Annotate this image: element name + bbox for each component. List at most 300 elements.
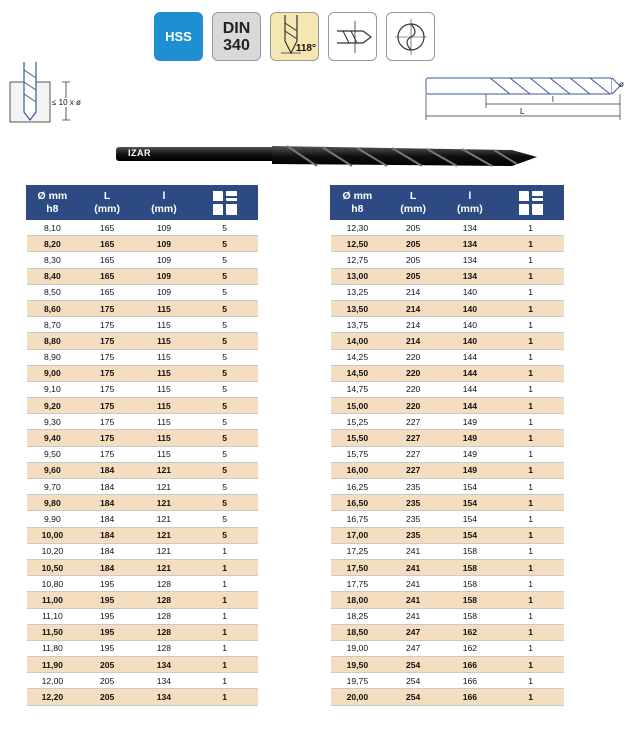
- total-length-cell: 175: [78, 381, 136, 397]
- total-length-header-label: L: [409, 189, 417, 202]
- table-row: [331, 446, 564, 462]
- total-length-cell: 227: [384, 430, 442, 446]
- total-length-cell: 175: [78, 430, 136, 446]
- flute-length-cell: 134: [442, 220, 498, 236]
- pack-quantity-cell: 5: [192, 414, 258, 430]
- total-length-cell: 254: [384, 657, 442, 673]
- diameter-cell: 17,00: [331, 527, 385, 543]
- total-length-cell: 184: [78, 527, 136, 543]
- diameter-cell: 8,20: [27, 236, 79, 252]
- flute-length-cell: 115: [136, 333, 192, 349]
- diameter-cell: 15,75: [331, 446, 385, 462]
- flute-length-cell: 134: [442, 252, 498, 268]
- table-row: [27, 640, 258, 656]
- total-length-cell: 175: [78, 333, 136, 349]
- diameter-cell: 17,75: [331, 576, 385, 592]
- table-row: [27, 333, 258, 349]
- pack-quantity-cell: 1: [498, 592, 564, 608]
- pack-quantity-cell: 1: [192, 576, 258, 592]
- table-header-row: [27, 186, 258, 220]
- diameter-cell: 13,50: [331, 300, 385, 316]
- table-row: [331, 624, 564, 640]
- total-length-cell: 220: [384, 398, 442, 414]
- flute-length-cell: 162: [442, 640, 498, 656]
- pack-quantity-cell: 5: [192, 317, 258, 333]
- flute-length-cell: 121: [136, 559, 192, 575]
- table-row: [331, 430, 564, 446]
- table-row: [331, 414, 564, 430]
- flute-length-cell: 109: [136, 284, 192, 300]
- diameter-cell: 9,30: [27, 414, 79, 430]
- pack-quantity-cell: 5: [192, 527, 258, 543]
- total-length-cell: 254: [384, 689, 442, 705]
- total-length-cell: 227: [384, 414, 442, 430]
- table-row: [27, 365, 258, 381]
- total-length-cell: 165: [78, 268, 136, 284]
- flute-length-cell: 149: [442, 462, 498, 478]
- total-length-cell: 175: [78, 317, 136, 333]
- flute-length-cell: 140: [442, 284, 498, 300]
- pack-quantity-cell: 1: [498, 317, 564, 333]
- total-length-cell: 241: [384, 608, 442, 624]
- pack-quantity-cell: 1: [498, 673, 564, 689]
- diameter-cell: 14,50: [331, 365, 385, 381]
- flute-length-cell: 158: [442, 576, 498, 592]
- drill-bit-image: [112, 142, 542, 172]
- pack-quantity-cell: 1: [498, 284, 564, 300]
- diameter-cell: 18,25: [331, 608, 385, 624]
- flute-length-header: [442, 186, 498, 220]
- pack-quantity-cell: 1: [498, 381, 564, 397]
- flute-length-cell: 149: [442, 446, 498, 462]
- flute-length-cell: 166: [442, 689, 498, 705]
- total-length-cell: 241: [384, 543, 442, 559]
- depth-diagram: [6, 62, 86, 132]
- hss-badge: [154, 12, 203, 61]
- drill-size-table-right: [330, 185, 564, 706]
- total-length-cell: 254: [384, 673, 442, 689]
- diameter-cell: 17,50: [331, 559, 385, 575]
- table-row: [27, 284, 258, 300]
- table-row: [331, 236, 564, 252]
- table-row: [331, 365, 564, 381]
- diameter-cell: 9,70: [27, 479, 79, 495]
- total-length-cell: 205: [384, 236, 442, 252]
- pack-quantity-cell: 5: [192, 349, 258, 365]
- table-row: [27, 268, 258, 284]
- flute-length-cell: 144: [442, 349, 498, 365]
- total-length-cell: 241: [384, 576, 442, 592]
- total-length-header: [78, 186, 136, 220]
- diameter-cell: 9,60: [27, 462, 79, 478]
- pack-quantity-cell: 5: [192, 511, 258, 527]
- pack-quantity-cell: 5: [192, 252, 258, 268]
- flute-length-cell: 149: [442, 430, 498, 446]
- total-length-cell: 165: [78, 284, 136, 300]
- flute-length-cell: 121: [136, 462, 192, 478]
- table-row: [331, 398, 564, 414]
- flute-length-cell: 140: [442, 300, 498, 316]
- pack-quantity-cell: 1: [498, 398, 564, 414]
- table-row: [331, 479, 564, 495]
- pack-quantity-cell: 1: [498, 349, 564, 365]
- diameter-cell: 15,00: [331, 398, 385, 414]
- flute-length-cell: 144: [442, 365, 498, 381]
- diameter-cell: 20,00: [331, 689, 385, 705]
- pack-quantity-cell: 1: [192, 673, 258, 689]
- table-body-left: [27, 220, 258, 706]
- pack-quantity-cell: 1: [498, 430, 564, 446]
- flute-length-cell: 162: [442, 624, 498, 640]
- pack-quantity-cell: 1: [498, 268, 564, 284]
- flute-length-cell: 115: [136, 414, 192, 430]
- table-row: [27, 479, 258, 495]
- total-length-cell: 247: [384, 640, 442, 656]
- diameter-cell: 14,00: [331, 333, 385, 349]
- pack-quantity-cell: 1: [498, 608, 564, 624]
- flute-length-cell: 128: [136, 640, 192, 656]
- diameter-cell: 19,00: [331, 640, 385, 656]
- flute-length-cell: 140: [442, 317, 498, 333]
- pack-quantity-header: [192, 186, 258, 220]
- total-length-cell: 195: [78, 592, 136, 608]
- table-row: [331, 559, 564, 575]
- total-length-cell: 241: [384, 559, 442, 575]
- flute-length-cell: 134: [136, 689, 192, 705]
- flute-length-cell: 128: [136, 624, 192, 640]
- table-row: [331, 543, 564, 559]
- table-row: [27, 462, 258, 478]
- pack-quantity-cell: 5: [192, 365, 258, 381]
- table-row: [27, 220, 258, 236]
- table-row: [331, 349, 564, 365]
- pack-quantity-cell: 1: [498, 576, 564, 592]
- pack-quantity-cell: 5: [192, 300, 258, 316]
- total-length-cell: 184: [78, 511, 136, 527]
- pack-quantity-cell: 5: [192, 220, 258, 236]
- total-length-cell: 205: [78, 673, 136, 689]
- total-length-cell: 175: [78, 349, 136, 365]
- diameter-cell: 10,80: [27, 576, 79, 592]
- total-length-cell: 214: [384, 333, 442, 349]
- flute-length-header-unit: (mm): [457, 202, 483, 215]
- table-row: [331, 592, 564, 608]
- total-length-cell: 175: [78, 446, 136, 462]
- table-row: [331, 317, 564, 333]
- diameter-cell: 8,50: [27, 284, 79, 300]
- table-row: [27, 511, 258, 527]
- flute-length-cell: 128: [136, 592, 192, 608]
- diameter-cell: 8,40: [27, 268, 79, 284]
- brand-logo: IZAR: [128, 148, 151, 158]
- flute-length-cell: 115: [136, 430, 192, 446]
- diameter-cell: 9,40: [27, 430, 79, 446]
- diameter-header: [331, 186, 385, 220]
- total-length-cell: 214: [384, 300, 442, 316]
- table-row: [27, 592, 258, 608]
- table-header-row: [331, 186, 564, 220]
- pack-quantity-cell: 1: [498, 414, 564, 430]
- drill-size-table-left: [26, 185, 258, 706]
- drill-bit-icon: [112, 142, 542, 172]
- total-length-cell: 175: [78, 398, 136, 414]
- total-length-dim-label: L: [520, 107, 525, 116]
- diameter-cell: 13,75: [331, 317, 385, 333]
- total-length-cell: 220: [384, 349, 442, 365]
- table-row: [331, 527, 564, 543]
- pack-quantity-cell: 5: [192, 495, 258, 511]
- flute-length-header-unit: (mm): [151, 202, 177, 215]
- din-label: DIN: [222, 19, 251, 37]
- total-length-cell: 227: [384, 462, 442, 478]
- pack-quantity-cell: 1: [192, 608, 258, 624]
- table-row: [27, 300, 258, 316]
- diameter-cell: 8,90: [27, 349, 79, 365]
- pack-quantity-cell: 5: [192, 236, 258, 252]
- flute-length-cell: 109: [136, 220, 192, 236]
- total-length-cell: 184: [78, 559, 136, 575]
- flute-length-dim-label: l: [552, 95, 554, 104]
- pack-quantity-cell: 1: [498, 543, 564, 559]
- diameter-cell: 19,50: [331, 657, 385, 673]
- flute-length-cell: 154: [442, 479, 498, 495]
- total-length-cell: 195: [78, 624, 136, 640]
- flute-length-header: [136, 186, 192, 220]
- drilling-application-icon: [333, 17, 373, 57]
- diameter-cell: 12,50: [331, 236, 385, 252]
- diameter-cell: 19,75: [331, 673, 385, 689]
- diameter-cell: 9,50: [27, 446, 79, 462]
- pack-quantity-cell: 5: [192, 479, 258, 495]
- flute-length-cell: 134: [136, 657, 192, 673]
- flute-length-cell: 134: [442, 268, 498, 284]
- total-length-cell: 241: [384, 592, 442, 608]
- table-row: [331, 657, 564, 673]
- flute-length-cell: 166: [442, 657, 498, 673]
- pack-quantity-cell: 1: [192, 689, 258, 705]
- flute-length-cell: 158: [442, 543, 498, 559]
- pack-quantity-cell: 1: [192, 640, 258, 656]
- diameter-header-tolerance: h8: [351, 202, 364, 215]
- flute-length-cell: 144: [442, 398, 498, 414]
- pack-quantity-cell: 1: [498, 495, 564, 511]
- table-row: [27, 689, 258, 705]
- flute-type-badge: [386, 12, 435, 61]
- flute-length-cell: 121: [136, 495, 192, 511]
- table-row: [331, 300, 564, 316]
- hss-label: HSS: [165, 29, 192, 44]
- total-length-cell: 235: [384, 527, 442, 543]
- flute-length-cell: 166: [442, 673, 498, 689]
- flute-length-cell: 121: [136, 479, 192, 495]
- dimension-diagram: [420, 72, 630, 124]
- table-row: [27, 252, 258, 268]
- pack-quantity-cell: 1: [192, 592, 258, 608]
- flute-length-cell: 128: [136, 608, 192, 624]
- total-length-cell: 247: [384, 624, 442, 640]
- flute-length-header-label: l: [468, 189, 472, 202]
- diameter-cell: 16,25: [331, 479, 385, 495]
- total-length-cell: 235: [384, 479, 442, 495]
- flute-length-cell: 109: [136, 252, 192, 268]
- flute-length-cell: 144: [442, 381, 498, 397]
- pack-quantity-cell: 1: [498, 624, 564, 640]
- pack-quantity-cell: 5: [192, 333, 258, 349]
- total-length-cell: 184: [78, 495, 136, 511]
- diameter-cell: 14,25: [331, 349, 385, 365]
- total-length-header-unit: (mm): [94, 202, 120, 215]
- table-row: [331, 511, 564, 527]
- pack-quantity-cell: 1: [498, 365, 564, 381]
- diameter-cell: 16,50: [331, 495, 385, 511]
- flute-length-cell: 109: [136, 236, 192, 252]
- total-length-cell: 227: [384, 446, 442, 462]
- diameter-cell: 9,10: [27, 381, 79, 397]
- pack-quantity-cell: 1: [498, 462, 564, 478]
- flute-length-cell: 115: [136, 365, 192, 381]
- total-length-cell: 195: [78, 640, 136, 656]
- flute-length-cell: 158: [442, 592, 498, 608]
- total-length-header-label: L: [103, 189, 111, 202]
- total-length-cell: 205: [384, 220, 442, 236]
- diameter-cell: 15,50: [331, 430, 385, 446]
- table-row: [27, 349, 258, 365]
- flute-length-cell: 115: [136, 300, 192, 316]
- diameter-cell: 12,00: [27, 673, 79, 689]
- diameter-cell: 15,25: [331, 414, 385, 430]
- table-row: [27, 430, 258, 446]
- pack-quantity-cell: 1: [498, 689, 564, 705]
- total-length-cell: 165: [78, 236, 136, 252]
- pack-quantity-cell: 5: [192, 446, 258, 462]
- total-length-header: [384, 186, 442, 220]
- pack-quantity-cell: 1: [498, 657, 564, 673]
- total-length-cell: 205: [78, 689, 136, 705]
- total-length-cell: 235: [384, 511, 442, 527]
- diameter-cell: 11,50: [27, 624, 79, 640]
- pack-quantity-cell: 1: [498, 220, 564, 236]
- total-length-cell: 214: [384, 317, 442, 333]
- diameter-cell: 13,25: [331, 284, 385, 300]
- table-row: [27, 236, 258, 252]
- flute-length-cell: 121: [136, 527, 192, 543]
- diameter-cell: 8,10: [27, 220, 79, 236]
- total-length-cell: 205: [384, 252, 442, 268]
- pack-quantity-cell: 1: [192, 559, 258, 575]
- diameter-cell: 16,00: [331, 462, 385, 478]
- pack-quantity-cell: 1: [192, 657, 258, 673]
- table-row: [331, 220, 564, 236]
- diameter-cell: 8,60: [27, 300, 79, 316]
- total-length-cell: 165: [78, 220, 136, 236]
- table-row: [331, 268, 564, 284]
- pack-quantity-cell: 5: [192, 268, 258, 284]
- diameter-cell: 11,00: [27, 592, 79, 608]
- badge-row: [154, 12, 435, 61]
- table-body-right: [331, 220, 564, 706]
- pack-quantity-cell: 1: [498, 479, 564, 495]
- diameter-cell: 11,10: [27, 608, 79, 624]
- diameter-cell: 8,70: [27, 317, 79, 333]
- diameter-cell: 12,75: [331, 252, 385, 268]
- drill-dimension-icon: [420, 72, 630, 124]
- flute-length-cell: 115: [136, 317, 192, 333]
- diameter-dim-label: ø: [619, 80, 624, 89]
- diameter-cell: 12,20: [27, 689, 79, 705]
- diameter-cell: 10,50: [27, 559, 79, 575]
- flute-length-cell: 128: [136, 576, 192, 592]
- flute-length-cell: 121: [136, 543, 192, 559]
- table-row: [27, 673, 258, 689]
- pack-quantity-cell: 5: [192, 462, 258, 478]
- table-row: [27, 317, 258, 333]
- pack-quantity-cell: 1: [498, 300, 564, 316]
- diameter-header: [27, 186, 79, 220]
- pack-quantity-cell: 1: [498, 252, 564, 268]
- diameter-cell: 14,75: [331, 381, 385, 397]
- table-row: [331, 252, 564, 268]
- point-angle-badge: [270, 12, 319, 61]
- table-row: [27, 446, 258, 462]
- diameter-cell: 10,00: [27, 527, 79, 543]
- table-row: [27, 608, 258, 624]
- total-length-cell: 195: [78, 608, 136, 624]
- pack-quantity-cell: 1: [498, 446, 564, 462]
- table-row: [27, 657, 258, 673]
- table-row: [27, 495, 258, 511]
- diameter-cell: 17,25: [331, 543, 385, 559]
- table-row: [331, 576, 564, 592]
- diameter-cell: 11,90: [27, 657, 79, 673]
- table-row: [27, 576, 258, 592]
- pack-quantity-cell: 5: [192, 398, 258, 414]
- total-length-cell: 184: [78, 479, 136, 495]
- point-angle-label: 118°: [295, 43, 316, 54]
- din-number: 340: [223, 36, 250, 54]
- total-length-cell: 235: [384, 495, 442, 511]
- table-row: [331, 689, 564, 705]
- flute-length-cell: 115: [136, 349, 192, 365]
- diameter-cell: 13,00: [331, 268, 385, 284]
- table-row: [27, 543, 258, 559]
- table-row: [331, 673, 564, 689]
- diameter-header-label: Ø mm: [342, 189, 373, 202]
- diameter-header-label: Ø mm: [37, 189, 68, 202]
- total-length-cell: 165: [78, 252, 136, 268]
- diameter-cell: 9,90: [27, 511, 79, 527]
- pack-quantity-cell: 1: [192, 543, 258, 559]
- total-length-header-unit: (mm): [400, 202, 426, 215]
- total-length-cell: 175: [78, 365, 136, 381]
- flute-length-cell: 109: [136, 268, 192, 284]
- total-length-cell: 184: [78, 462, 136, 478]
- flute-length-cell: 115: [136, 446, 192, 462]
- pack-quantity-cell: 1: [498, 511, 564, 527]
- pack-quantity-cell: 1: [498, 640, 564, 656]
- table-row: [331, 495, 564, 511]
- pack-quantity-icon: [212, 190, 238, 216]
- table-row: [331, 608, 564, 624]
- table-row: [331, 381, 564, 397]
- pack-quantity-cell: 1: [498, 527, 564, 543]
- table-row: [27, 527, 258, 543]
- table-row: [331, 284, 564, 300]
- diameter-cell: 16,75: [331, 511, 385, 527]
- flute-length-cell: 154: [442, 511, 498, 527]
- pack-quantity-icon: [518, 190, 544, 216]
- diameter-cell: 9,80: [27, 495, 79, 511]
- diameter-cell: 9,00: [27, 365, 79, 381]
